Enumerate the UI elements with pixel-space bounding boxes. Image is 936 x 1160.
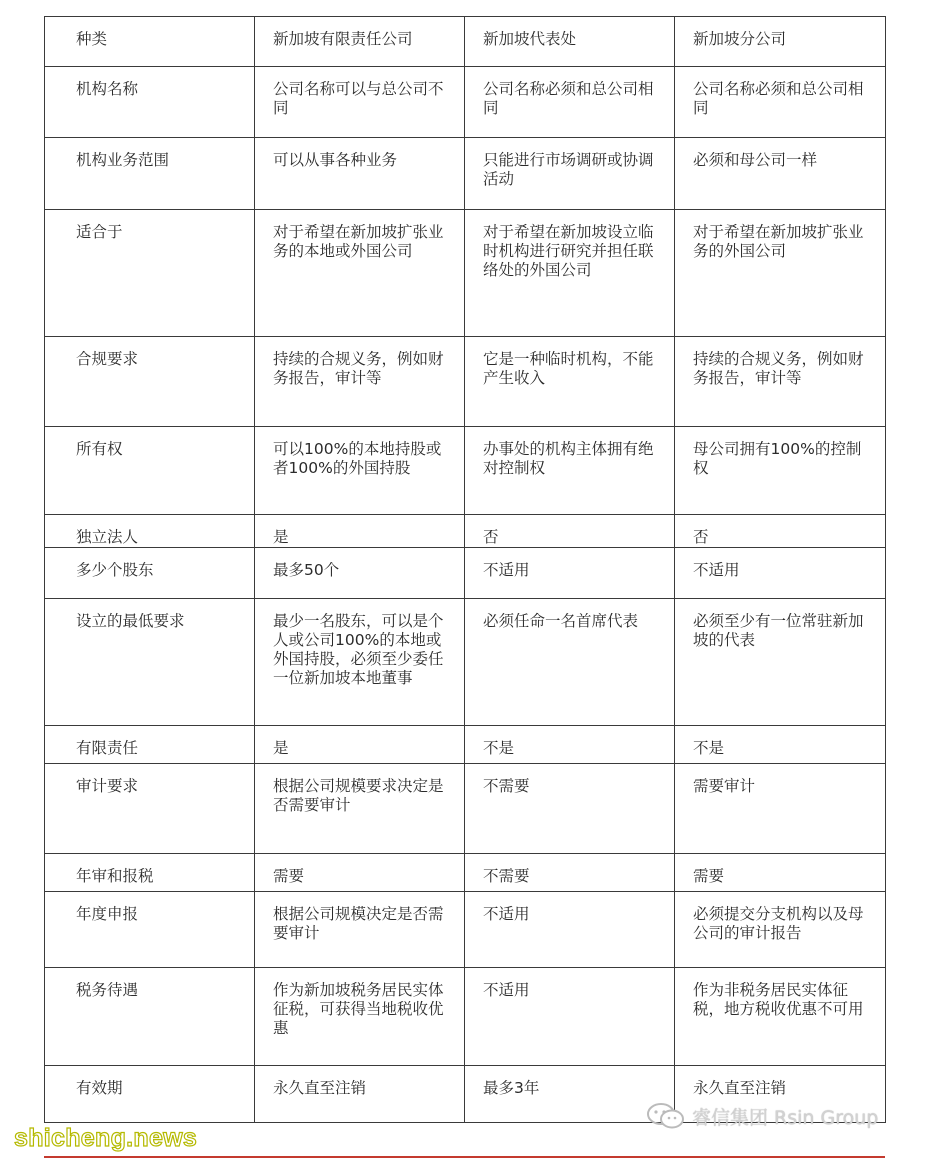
- bottom-rule: [44, 1156, 885, 1158]
- table-cell: 对于希望在新加坡扩张业务的本地或外国公司: [255, 210, 465, 337]
- wechat-watermark: [646, 1102, 878, 1130]
- table-cell: 不适用: [465, 968, 675, 1066]
- table-cell: 最多3年: [465, 1066, 675, 1123]
- table-cell: 需要: [255, 854, 465, 892]
- table-cell: 可以100%的本地持股或者100%的外国持股: [255, 427, 465, 515]
- table-cell: 不适用: [675, 548, 886, 599]
- table-cell: 对于希望在新加坡设立临时机构进行研究并担任联络处的外国公司: [465, 210, 675, 337]
- row-label-cell: 年度申报: [45, 892, 255, 968]
- table-cell: 否: [675, 515, 886, 548]
- table-cell: 母公司拥有100%的控制权: [675, 427, 886, 515]
- table-cell: 需要审计: [675, 764, 886, 854]
- table-cell: 是: [255, 515, 465, 548]
- table-row: [45, 726, 886, 764]
- row-label-cell: 机构名称: [45, 67, 255, 138]
- row-label-cell: 独立法人: [45, 515, 255, 548]
- table-cell: 只能进行市场调研或协调活动: [465, 138, 675, 210]
- header-cell: 新加坡分公司: [675, 17, 886, 67]
- wechat-bubble-icon: [646, 1102, 686, 1130]
- table-row: [45, 599, 886, 726]
- table-cell: 必须至少有一位常驻新加坡的代表: [675, 599, 886, 726]
- row-label-cell: 审计要求: [45, 764, 255, 854]
- wechat-watermark-text: 睿信集团 Rsin Group: [692, 1106, 879, 1129]
- table-cell: 根据公司规模决定是否需要审计: [255, 892, 465, 968]
- table-cell: 永久直至注销: [255, 1066, 465, 1123]
- table-cell: 公司名称必须和总公司相同: [675, 67, 886, 138]
- row-label-cell: 有限责任: [45, 726, 255, 764]
- row-label-cell: 适合于: [45, 210, 255, 337]
- table-cell: 可以从事各种业务: [255, 138, 465, 210]
- row-label-cell: 设立的最低要求: [45, 599, 255, 726]
- table-header-row: [45, 17, 886, 67]
- table-cell: 持续的合规义务，例如财务报告，审计等: [255, 337, 465, 427]
- table-cell: 公司名称必须和总公司相同: [465, 67, 675, 138]
- row-label-cell: 年审和报税: [45, 854, 255, 892]
- table-row: [45, 337, 886, 427]
- table-cell: 作为新加坡税务居民实体征税，可获得当地税收优惠: [255, 968, 465, 1066]
- row-label-cell: 所有权: [45, 427, 255, 515]
- table-cell: 必须和母公司一样: [675, 138, 886, 210]
- header-cell: 种类: [45, 17, 255, 67]
- table-cell: 办事处的机构主体拥有绝对控制权: [465, 427, 675, 515]
- table-cell: 是: [255, 726, 465, 764]
- table-row: [45, 892, 886, 968]
- table-cell: 最少一名股东，可以是个人或公司100%的本地或外国持股，必须至少委任一位新加坡本地董事: [255, 599, 465, 726]
- table-row: [45, 67, 886, 138]
- row-label-cell: 机构业务范围: [45, 138, 255, 210]
- table-cell: 不是: [465, 726, 675, 764]
- row-label-cell: 有效期: [45, 1066, 255, 1123]
- site-watermark: shicheng.news: [14, 1124, 198, 1152]
- table-row: [45, 210, 886, 337]
- row-label-cell: 合规要求: [45, 337, 255, 427]
- table-cell: 不需要: [465, 854, 675, 892]
- table-cell: 最多50个: [255, 548, 465, 599]
- table-cell: 作为非税务居民实体征税，地方税收优惠不可用: [675, 968, 886, 1066]
- table-cell: 不适用: [465, 892, 675, 968]
- table-row: [45, 427, 886, 515]
- table-cell: 永久直至注销: [675, 1066, 886, 1123]
- row-label-cell: 税务待遇: [45, 968, 255, 1066]
- table-cell: 它是一种临时机构，不能产生收入: [465, 337, 675, 427]
- header-cell: 新加坡有限责任公司: [255, 17, 465, 67]
- table-cell: 不适用: [465, 548, 675, 599]
- table-cell: 必须提交分支机构以及母公司的审计报告: [675, 892, 886, 968]
- table-cell: 持续的合规义务，例如财务报告，审计等: [675, 337, 886, 427]
- table-row: [45, 138, 886, 210]
- table-row: [45, 968, 886, 1066]
- table-cell: 公司名称可以与总公司不同: [255, 67, 465, 138]
- table-cell: 不需要: [465, 764, 675, 854]
- table-cell: 根据公司规模要求决定是否需要审计: [255, 764, 465, 854]
- header-cell: 新加坡代表处: [465, 17, 675, 67]
- table-row: [45, 854, 886, 892]
- table-cell: 否: [465, 515, 675, 548]
- table-row: [45, 515, 886, 548]
- row-label-cell: 多少个股东: [45, 548, 255, 599]
- table-cell: 对于希望在新加坡扩张业务的外国公司: [675, 210, 886, 337]
- table-cell: 必须任命一名首席代表: [465, 599, 675, 726]
- table-cell: 不是: [675, 726, 886, 764]
- comparison-table: [44, 16, 886, 1123]
- table-row: [45, 764, 886, 854]
- table-row: [45, 548, 886, 599]
- table-cell: 需要: [675, 854, 886, 892]
